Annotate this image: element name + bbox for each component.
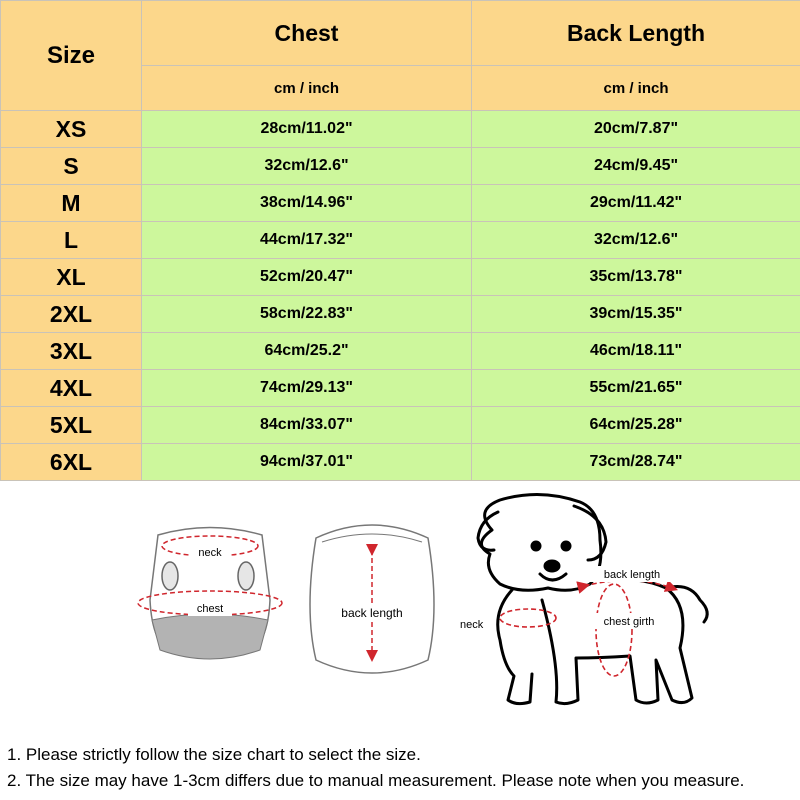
back-length-unit: cm / inch — [472, 66, 800, 111]
size-row — [1, 407, 800, 444]
note-2: 2. The size may have 1-3cm differs due to manual measurement. Please note when you measure. — [7, 771, 745, 790]
chest-label: chest — [196, 603, 224, 615]
size-cell: 6XL — [1, 444, 142, 481]
chest-cell: 58cm/22.83" — [142, 296, 472, 333]
chest-cell: 52cm/20.47" — [142, 259, 472, 296]
size-row — [1, 111, 800, 148]
garment-front — [138, 528, 282, 660]
size-row — [1, 148, 800, 185]
dog-chest-girth-label: chest girth — [603, 616, 655, 628]
size-cell: S — [1, 148, 142, 185]
size-row — [1, 259, 800, 296]
back-length-cell: 39cm/15.35" — [472, 296, 800, 333]
size-cell: 2XL — [1, 296, 142, 333]
chest-cell: 94cm/37.01" — [142, 444, 472, 481]
chest-unit: cm / inch — [142, 66, 472, 111]
back-length-cell: 35cm/13.78" — [472, 259, 800, 296]
chest-cell: 32cm/12.6" — [142, 148, 472, 185]
back-length-cell: 24cm/9.45" — [472, 148, 800, 185]
header-row — [1, 1, 800, 66]
size-row — [1, 444, 800, 481]
measurement-illustration — [0, 490, 800, 720]
chest-cell: 38cm/14.96" — [142, 185, 472, 222]
garment-back — [310, 525, 434, 673]
chest-cell: 64cm/25.2" — [142, 333, 472, 370]
neck-label: neck — [198, 547, 222, 559]
dog-illustration — [478, 494, 707, 703]
back-length-cell: 29cm/11.42" — [472, 185, 800, 222]
back-length-header: Back Length — [472, 1, 800, 66]
back-length-cell: 55cm/21.65" — [472, 370, 800, 407]
note-1: 1. Please strictly follow the size chart to select the size. — [7, 745, 421, 764]
back-length-cell: 64cm/25.28" — [472, 407, 800, 444]
chest-cell: 28cm/11.02" — [142, 111, 472, 148]
size-cell: XS — [1, 111, 142, 148]
size-cell: L — [1, 222, 142, 259]
size-header: Size — [1, 1, 142, 111]
size-cell: 5XL — [1, 407, 142, 444]
back-length-cell: 73cm/28.74" — [472, 444, 800, 481]
back-length-cell: 20cm/7.87" — [472, 111, 800, 148]
chest-cell: 74cm/29.13" — [142, 370, 472, 407]
size-row — [1, 185, 800, 222]
size-cell: XL — [1, 259, 142, 296]
chest-header: Chest — [142, 1, 472, 66]
back-length-cell: 32cm/12.6" — [472, 222, 800, 259]
size-row — [1, 222, 800, 259]
size-row — [1, 296, 800, 333]
size-cell: M — [1, 185, 142, 222]
chest-cell: 84cm/33.07" — [142, 407, 472, 444]
size-cell: 4XL — [1, 370, 142, 407]
size-row — [1, 333, 800, 370]
dog-neck-label: neck — [460, 619, 484, 631]
back-length-cell: 46cm/18.11" — [472, 333, 800, 370]
size-row — [1, 370, 800, 407]
size-cell: 3XL — [1, 333, 142, 370]
dog-back-length-label: back length — [603, 569, 661, 581]
back-length-label: back length — [341, 606, 403, 620]
chest-cell: 44cm/17.32" — [142, 222, 472, 259]
